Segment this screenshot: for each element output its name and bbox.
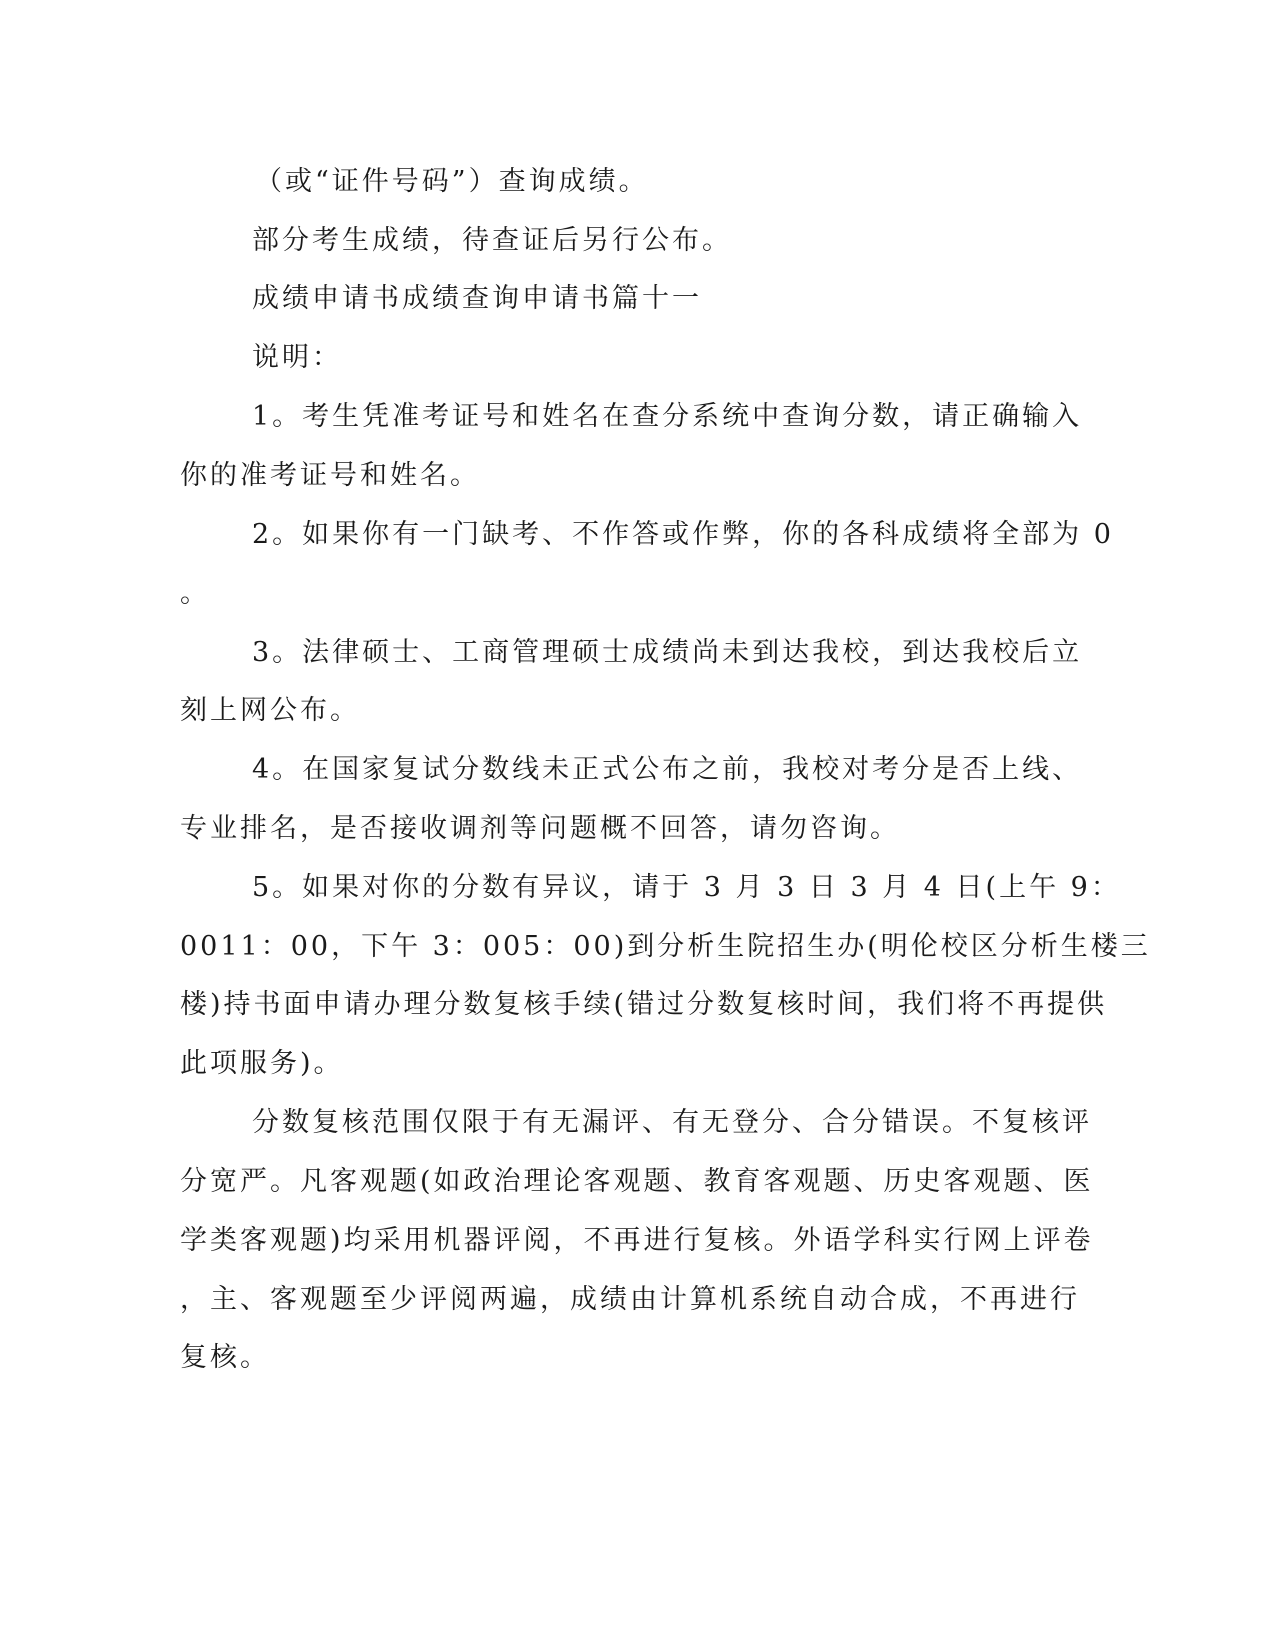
note-item-3-line-1: 3。法律硕士、工商管理硕士成绩尚未到达我校，到达我校后立 <box>252 637 1083 668</box>
review-paragraph-line-3: 学类客观题)均采用机器评阅，不再进行复核。外语学科实行网上评卷 <box>180 1225 1094 1256</box>
review-paragraph-line-2: 分宽严。凡客观题(如政治理论客观题、教育客观题、历史客观题、医 <box>180 1166 1094 1197</box>
note-heading: 说明： <box>252 342 342 373</box>
note-item-1-line-2: 你的准考证号和姓名。 <box>180 460 480 491</box>
note-item-1-line-1: 1。考生凭准考证号和姓名在查分系统中查询分数，请正确输入 <box>252 401 1083 432</box>
review-paragraph-line-4: ，主、客观题至少评阅两遍，成绩由计算机系统自动合成，不再进行 <box>180 1284 1080 1315</box>
section-heading: 成绩申请书成绩查询申请书篇十一 <box>252 283 702 314</box>
note-item-4-line-2: 专业排名，是否接收调剂等问题概不回答，请勿咨询。 <box>180 813 900 844</box>
text-line-1: （或“证件号码”）查询成绩。 <box>255 166 649 197</box>
note-item-5-line-2: 0011：00，下午 3：005：00)到分析生院招生办(明伦校区分析生楼三 <box>180 931 1151 962</box>
note-item-5-line-4: 此项服务)。 <box>180 1048 344 1079</box>
review-paragraph-line-1: 分数复核范围仅限于有无漏评、有无登分、合分错误。不复核评 <box>252 1107 1092 1138</box>
note-item-5-line-1: 5。如果对你的分数有异议，请于 3 月 3 日 3 月 4 日(上午 9： <box>252 872 1121 903</box>
note-item-5-line-3: 楼)持书面申请办理分数复核手续(错过分数复核时间，我们将不再提供 <box>180 989 1108 1020</box>
note-item-4-line-1: 4。在国家复试分数线未正式公布之前，我校对考分是否上线、 <box>252 754 1083 785</box>
note-item-2-line-1: 2。如果你有一门缺考、不作答或作弊，你的各科成绩将全部为 0 <box>252 519 1114 550</box>
note-item-2-line-2: 。 <box>180 578 210 609</box>
text-line-2: 部分考生成绩，待查证后另行公布。 <box>252 225 732 256</box>
note-item-3-line-2: 刻上网公布。 <box>180 695 360 726</box>
review-paragraph-line-5: 复核。 <box>180 1342 270 1373</box>
